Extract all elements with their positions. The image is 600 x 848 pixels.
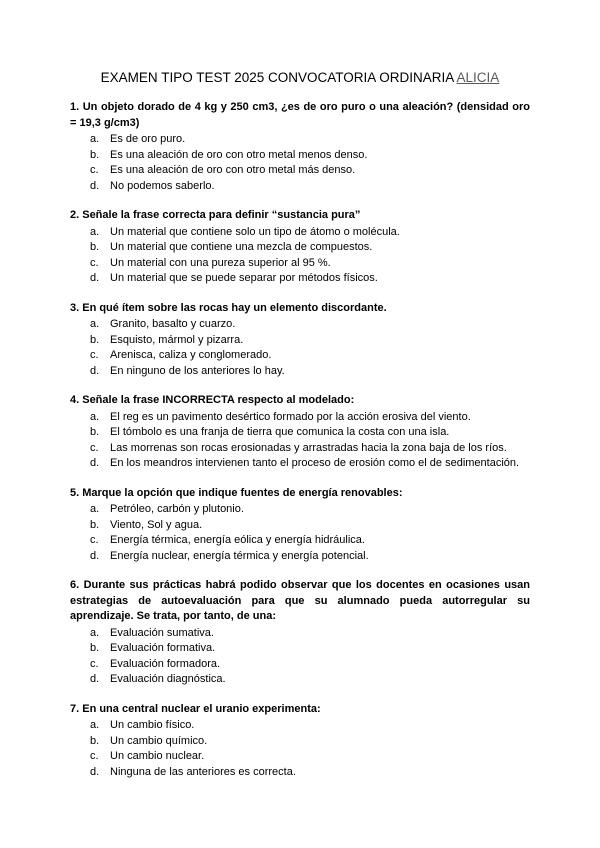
option-letter: b. xyxy=(90,241,100,253)
option-letter: a. xyxy=(90,318,100,330)
option-text: Un material que contiene solo un tipo de átomo o molécula. xyxy=(110,225,400,238)
option-item xyxy=(70,518,530,534)
option-letter: c. xyxy=(90,349,99,361)
option-item xyxy=(70,148,530,164)
option-item xyxy=(70,657,530,673)
option-letter: a. xyxy=(90,719,100,731)
question-text: 1. Un objeto dorado de 4 kg y 250 cm3, ¿es de oro puro o una aleación? (densidad oro = 19,3 g/cm3) xyxy=(70,101,530,129)
option-item xyxy=(70,502,530,518)
option-text: Un cambio químico. xyxy=(110,734,208,747)
option-item xyxy=(70,163,530,179)
option-item xyxy=(70,333,530,349)
question-text: 6. Durante sus prácticas habrá podido observar que los docentes en ocasiones usan estrategias de autoevaluación para que su alumnado pueda autorregular su aprendizaje. Se trata, por tanto, de una: xyxy=(70,579,530,622)
option-text: Un material con una pureza superior al 95 %. xyxy=(110,256,331,269)
option-text: Petróleo, carbón y plutonio. xyxy=(110,503,244,515)
option-letter: c. xyxy=(90,164,99,176)
exam-page xyxy=(70,70,530,794)
option-item xyxy=(70,441,530,457)
option-text: Un cambio nuclear. xyxy=(110,750,205,762)
question-2 xyxy=(70,208,530,287)
option-text: Evaluación formadora. xyxy=(110,657,221,670)
option-letter: b. xyxy=(90,426,100,438)
option-list xyxy=(70,410,530,472)
exam-title xyxy=(70,70,530,86)
question-6 xyxy=(70,578,530,688)
option-letter: a. xyxy=(90,225,100,238)
option-item xyxy=(70,626,530,642)
option-text: Evaluación diagnóstica. xyxy=(110,673,226,685)
option-item xyxy=(70,765,530,781)
option-text: El reg es un pavimento desértico formado por la acción erosiva del viento. xyxy=(110,410,471,423)
option-letter: d. xyxy=(90,179,100,192)
question-list xyxy=(70,100,530,780)
option-text: Es una aleación de oro con otro metal más denso. xyxy=(110,164,356,176)
option-letter: a. xyxy=(90,626,100,639)
option-text: Viento, Sol y agua. xyxy=(110,518,203,531)
option-letter: d. xyxy=(90,765,100,778)
option-text: Evaluación sumativa. xyxy=(110,626,214,639)
option-text: En ninguno de los anteriores lo hay. xyxy=(110,364,285,377)
option-letter: b. xyxy=(90,518,100,531)
option-item xyxy=(70,749,530,765)
question-text: 3. En qué ítem sobre las rocas hay un elemento discordante. xyxy=(70,301,387,314)
question-text: 4. Señale la frase INCORRECTA respecto al modelado: xyxy=(70,394,355,406)
option-letter: c. xyxy=(90,256,99,269)
option-item xyxy=(70,425,530,441)
option-letter: b. xyxy=(90,148,100,161)
exam-owner: ALICIA xyxy=(456,70,500,85)
option-item xyxy=(70,456,530,472)
option-letter: c. xyxy=(90,750,99,762)
question-5 xyxy=(70,486,530,565)
option-list xyxy=(70,718,530,780)
option-letter: c. xyxy=(90,534,99,546)
option-text: Evaluación formativa. xyxy=(110,642,216,654)
option-item xyxy=(70,410,530,426)
option-text: Energía nuclear, energía térmica y energía potencial. xyxy=(110,549,369,562)
option-letter: d. xyxy=(90,673,100,685)
option-letter: b. xyxy=(90,734,100,747)
option-text: Un cambio físico. xyxy=(110,719,195,731)
option-item xyxy=(70,256,530,272)
question-1 xyxy=(70,100,530,194)
question-4 xyxy=(70,393,530,472)
option-letter: d. xyxy=(90,272,100,284)
option-list xyxy=(70,225,530,287)
option-letter: d. xyxy=(90,457,100,469)
question-7 xyxy=(70,702,530,781)
option-item xyxy=(70,718,530,734)
option-letter: a. xyxy=(90,410,100,423)
option-list xyxy=(70,502,530,564)
option-letter: c. xyxy=(90,657,99,670)
option-text: En los meandros intervienen tanto el proceso de erosión como el de sedimentación. xyxy=(110,457,520,469)
option-item xyxy=(70,225,530,241)
option-item xyxy=(70,348,530,364)
option-item xyxy=(70,533,530,549)
option-letter: a. xyxy=(90,503,100,515)
option-text: El tómbolo es una franja de tierra que comunica la costa con una isla. xyxy=(110,426,450,438)
option-item xyxy=(70,240,530,256)
option-list xyxy=(70,626,530,688)
option-letter: c. xyxy=(90,441,99,454)
option-item xyxy=(70,734,530,750)
option-item xyxy=(70,549,530,565)
option-letter: d. xyxy=(90,549,100,562)
option-text: Esquisto, mármol y pizarra. xyxy=(110,333,244,346)
option-item xyxy=(70,641,530,657)
option-item xyxy=(70,179,530,195)
option-letter: d. xyxy=(90,364,100,377)
option-text: Es una aleación de oro con otro metal menos denso. xyxy=(110,148,368,161)
option-item xyxy=(70,317,530,333)
option-text: Es de oro puro. xyxy=(110,133,186,145)
option-text: Un material que se puede separar por métodos físicos. xyxy=(110,272,378,284)
option-text: Granito, basalto y cuarzo. xyxy=(110,318,236,330)
question-text: 5. Marque la opción que indique fuentes de energía renovables: xyxy=(70,486,403,499)
question-text: 2. Señale la frase correcta para definir “sustancia pura” xyxy=(70,209,361,221)
option-text: No podemos saberlo. xyxy=(110,179,215,192)
option-text: Un material que contiene una mezcla de compuestos. xyxy=(110,241,373,253)
option-text: Arenisca, caliza y conglomerado. xyxy=(110,349,272,361)
option-item xyxy=(70,132,530,148)
option-letter: b. xyxy=(90,642,100,654)
option-item xyxy=(70,364,530,380)
option-text: Energía térmica, energía eólica y energía hidráulica. xyxy=(110,534,365,546)
option-item xyxy=(70,271,530,287)
option-list xyxy=(70,317,530,379)
option-list xyxy=(70,132,530,194)
option-letter: b. xyxy=(90,333,100,346)
question-text: 7. En una central nuclear el uranio experimenta: xyxy=(70,702,321,715)
option-text: Las morrenas son rocas erosionadas y arrastradas hacia la zona baja de los ríos. xyxy=(110,441,507,454)
exam-title-text: EXAMEN TIPO TEST 2025 CONVOCATORIA ORDINARIA xyxy=(100,70,454,85)
option-text: Ninguna de las anteriores es correcta. xyxy=(110,765,296,778)
option-item xyxy=(70,672,530,688)
option-letter: a. xyxy=(90,133,100,145)
question-3 xyxy=(70,301,530,380)
